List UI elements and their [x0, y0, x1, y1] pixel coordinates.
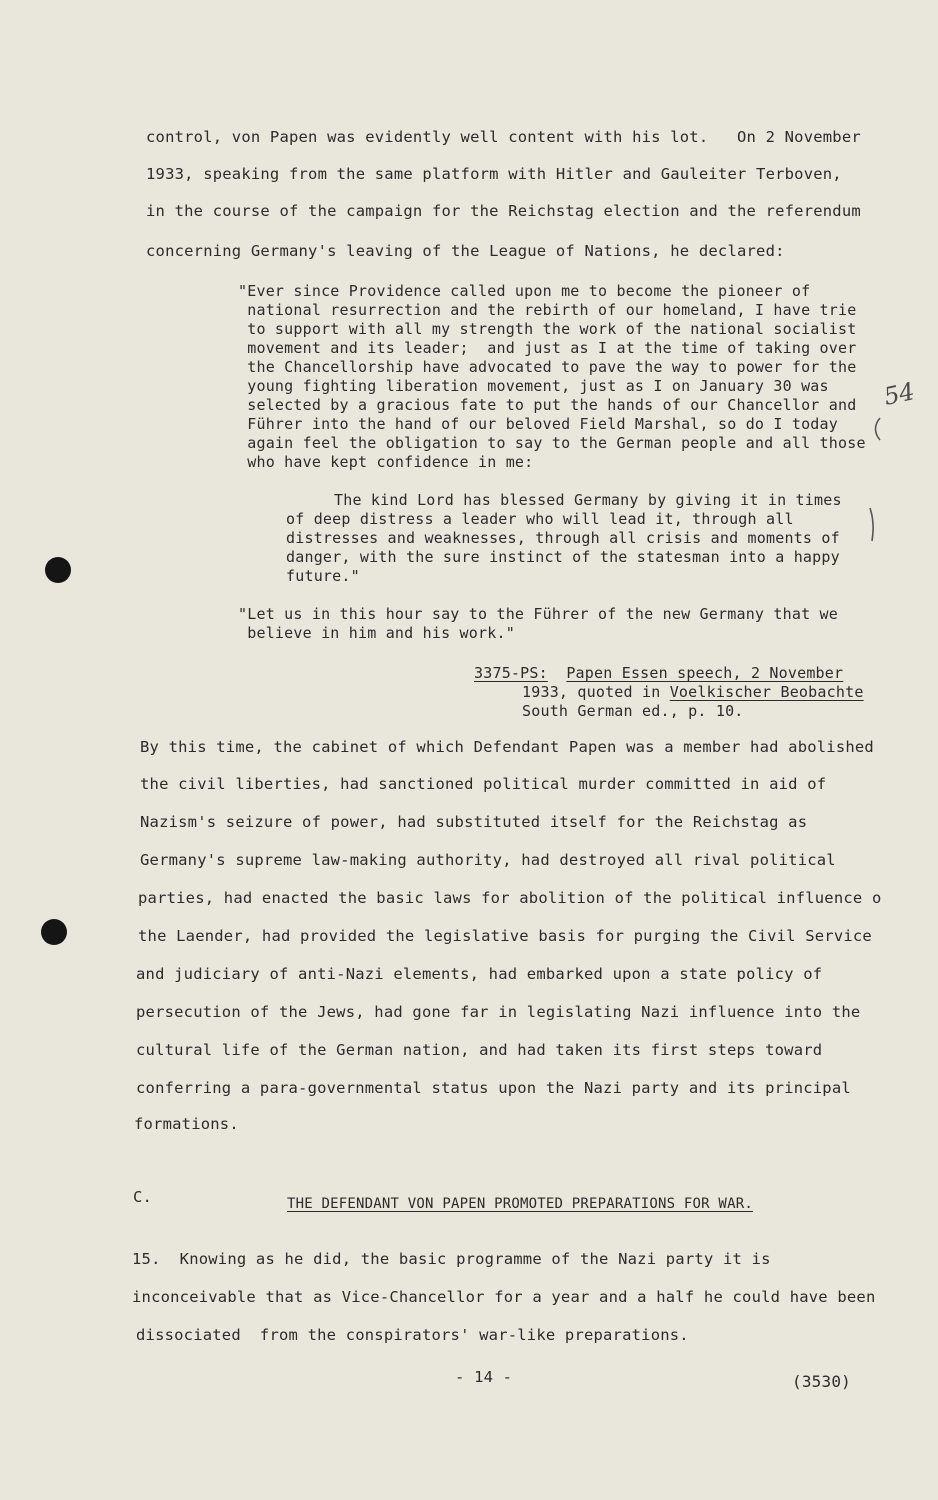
citation-text: 1933, quoted in	[522, 683, 670, 701]
paragraph-line: dissociated from the conspirators' war-like preparations.	[136, 1326, 689, 1344]
paragraph-line: the civil liberties, had sanctioned political murder committed in aid of	[140, 775, 827, 793]
nested-quote-line: danger, with the sure instinct of the statesman into a happy	[286, 548, 840, 566]
citation-id: 3375-PS:	[474, 664, 548, 682]
nested-quote-line: future."	[286, 567, 360, 585]
paragraph-line: inconceivable that as Vice-Chancellor for a year and a half he could have been	[132, 1288, 876, 1306]
quote-line: selected by a gracious fate to put the hands of our Chancellor and	[238, 396, 857, 414]
citation-source: Voelkischer Beobachte	[669, 683, 864, 701]
paragraph-line: 15. Knowing as he did, the basic programme of the Nazi party it is	[132, 1250, 771, 1268]
paragraph-line: conferring a para-governmental status upon the Nazi party and its principal	[136, 1079, 851, 1097]
quote-line: Führer into the hand of our beloved Field Marshal, so do I today	[238, 415, 838, 433]
paragraph-line: 1933, speaking from the same platform with Hitler and Gauleiter Terboven,	[146, 165, 842, 183]
quote-line: to support with all my strength the work of the national socialist	[238, 320, 857, 338]
handwritten-bracket-mark	[864, 505, 880, 545]
paragraph-line: the Laender, had provided the legislative basis for purging the Civil Service	[138, 927, 872, 945]
paragraph-line: Nazism's seizure of power, had substituted itself for the Reichstag as	[140, 813, 808, 831]
citation-line-2	[522, 683, 864, 701]
quote-line: again feel the obligation to say to the German people and all those	[238, 434, 866, 452]
page-number: - 14 -	[455, 1368, 513, 1386]
paragraph-line: cultural life of the German nation, and had taken its first steps toward	[136, 1041, 823, 1059]
quote-line: the Chancellorship have advocated to pave the way to power for the	[238, 358, 857, 376]
nested-quote-line: of deep distress a leader who will lead it, through all	[286, 510, 794, 528]
paragraph-line: formations.	[134, 1115, 239, 1133]
paragraph-line: persecution of the Jews, had gone far in legislating Nazi influence into the	[136, 1003, 861, 1021]
quote-line: "Let us in this hour say to the Führer of the new Germany that we	[238, 605, 838, 623]
quote-line: young fighting liberation movement, just as I on January 30 was	[238, 377, 829, 395]
handwritten-bracket-mark	[870, 415, 886, 443]
paragraph-line: Germany's supreme law-making authority, had destroyed all rival political	[140, 851, 836, 869]
quote-line: who have kept confidence in me:	[238, 453, 534, 471]
nested-quote-line: The kind Lord has blessed Germany by giving it in times	[334, 491, 842, 509]
section-letter: C.	[133, 1188, 153, 1206]
citation-title: Papen Essen speech, 2 November	[566, 664, 844, 682]
handwritten-margin-note: 54	[881, 377, 918, 411]
quote-line: believe in him and his work."	[238, 624, 515, 642]
paragraph-line: control, von Papen was evidently well content with his lot. On 2 November	[146, 128, 861, 146]
quote-line: "Ever since Providence called upon me to become the pioneer of	[238, 282, 811, 300]
nested-quote-line: distresses and weaknesses, through all crisis and moments of	[286, 529, 840, 547]
document-number: (3530)	[792, 1372, 851, 1391]
paragraph-line: By this time, the cabinet of which Defendant Papen was a member had abolished	[140, 738, 874, 756]
quote-line: movement and its leader; and just as I at the time of taking over	[238, 339, 857, 357]
paragraph-line: parties, had enacted the basic laws for abolition of the political influence o	[138, 889, 882, 907]
quote-line: national resurrection and the rebirth of our homeland, I have trie	[238, 301, 857, 319]
paragraph-line: in the course of the campaign for the Reichstag election and the referendum	[146, 202, 861, 220]
citation-line-1	[474, 664, 843, 682]
section-title: THE DEFENDANT VON PAPEN PROMOTED PREPARATIONS FOR WAR.	[287, 1196, 753, 1212]
paragraph-line: and judiciary of anti-Nazi elements, had embarked upon a state policy of	[136, 965, 823, 983]
paragraph-line: concerning Germany's leaving of the League of Nations, he declared:	[146, 242, 785, 260]
punch-hole	[45, 557, 71, 583]
punch-hole	[41, 919, 67, 945]
citation-line-3: South German ed., p. 10.	[522, 702, 744, 720]
